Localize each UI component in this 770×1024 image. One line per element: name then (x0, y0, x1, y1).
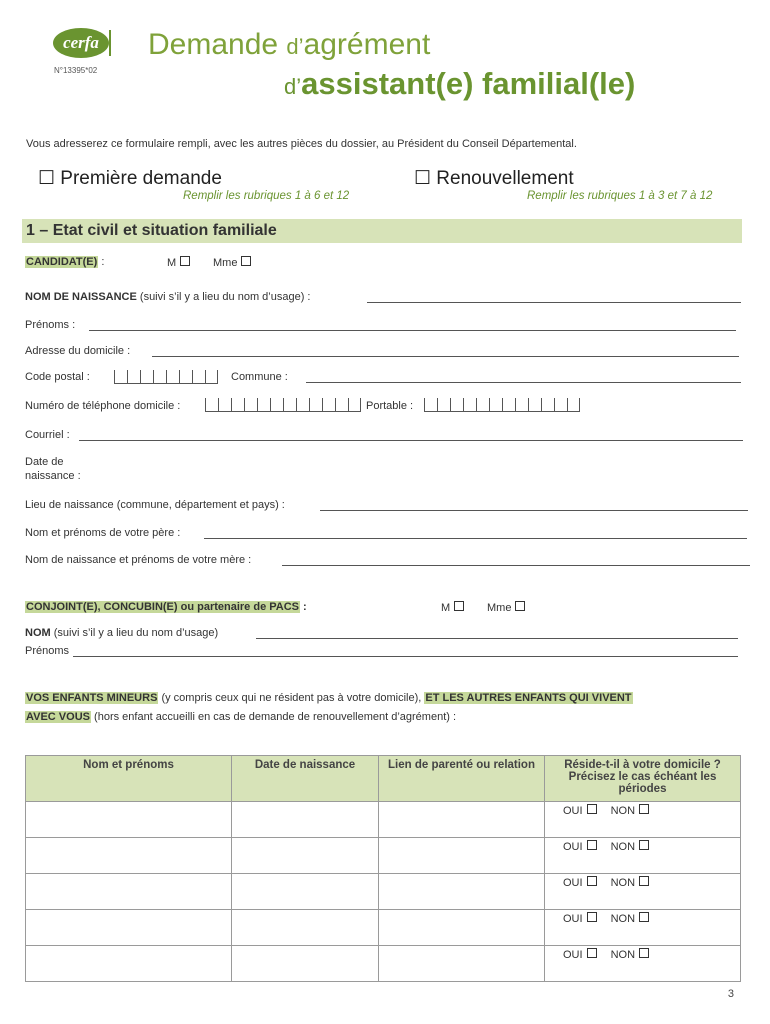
col-nom-prenoms: Nom et prénoms (26, 756, 232, 802)
cerfa-logo (52, 26, 114, 60)
non-checkbox[interactable]: NON (611, 913, 649, 925)
oui-checkbox[interactable]: OUI (563, 913, 597, 925)
adresse-label: Adresse du domicile : (25, 345, 131, 357)
conjoint-mme-checkbox[interactable]: Mme (487, 601, 525, 614)
mere-label: Nom de naissance et prénoms de votre mère : (25, 554, 252, 566)
reside-cell (545, 910, 741, 946)
conjoint-m-checkbox[interactable]: M (441, 601, 464, 614)
non-checkbox[interactable]: NON (611, 877, 649, 889)
oui-checkbox[interactable]: OUI (563, 877, 597, 889)
commune-label: Commune : (231, 371, 288, 383)
tel-domicile-field[interactable] (205, 398, 361, 412)
nom-naissance-label: NOM DE NAISSANCE (suivi s’il y a lieu du nom d’usage) : (25, 291, 311, 303)
reside-cell (545, 946, 741, 982)
enfants-text-1: VOS ENFANTS MINEURS (y compris ceux qui ne résident pas à votre domicile), ET LES AUTRES ENFANTS QUI VIVENT (26, 692, 632, 704)
table-cell-input[interactable] (232, 946, 379, 982)
oui-checkbox[interactable]: OUI (563, 949, 597, 961)
candidat-label: CANDIDAT(E) : (26, 256, 105, 268)
candidat-m-checkbox[interactable]: M (167, 256, 190, 269)
page-title-line2: d’assistant(e) familial(le) (284, 66, 636, 101)
table-cell-input[interactable] (26, 946, 232, 982)
col-date-naissance: Date de naissance (232, 756, 379, 802)
code-postal-field[interactable] (114, 370, 218, 384)
conjoint-prenoms-label: Prénoms (25, 645, 70, 657)
candidat-mme-checkbox[interactable]: Mme (213, 256, 251, 269)
section-title: 1 – Etat civil et situation familiale (26, 222, 277, 239)
renouvellement-checkbox[interactable]: ☐ Renouvellement (414, 168, 574, 189)
premiere-demande-hint: Remplir les rubriques 1 à 6 et 12 (183, 190, 350, 202)
form-number: N°13395*02 (54, 66, 98, 75)
col-lien-parente: Lien de parenté ou relation (379, 756, 545, 802)
table-row (26, 802, 741, 838)
conjoint-prenoms-field[interactable] (73, 646, 738, 657)
conjoint-nom-label: NOM (suivi s’il y a lieu du nom d’usage) (25, 627, 219, 639)
page-number: 3 (727, 988, 734, 1000)
courriel-field[interactable] (79, 430, 743, 441)
table-row (26, 946, 741, 982)
tel-domicile-label: Numéro de téléphone domicile : (25, 400, 181, 412)
logo-text: cerfa (63, 33, 99, 52)
table-cell-input[interactable] (26, 910, 232, 946)
mere-field[interactable] (282, 555, 750, 566)
date-naissance-label-2: naissance : (25, 470, 81, 482)
prenoms-field[interactable] (89, 320, 736, 331)
table-cell-input[interactable] (379, 946, 545, 982)
page-title-line1: Demande d’agrément (148, 28, 431, 61)
pere-label: Nom et prénoms de votre père : (25, 527, 181, 539)
enfants-text-2: AVEC VOUS (hors enfant accueilli en cas de demande de renouvellement d’agrément) : (26, 711, 457, 723)
enfants-table (25, 755, 741, 982)
portable-field[interactable] (424, 398, 580, 412)
code-postal-label: Code postal : (25, 371, 90, 383)
non-checkbox[interactable]: NON (611, 949, 649, 961)
intro-text: Vous adresserez ce formulaire rempli, avec les autres pièces du dossier, au Président du Conseil Départemental. (26, 138, 577, 150)
courriel-label: Courriel : (25, 429, 70, 441)
table-row (26, 910, 741, 946)
table-cell-input[interactable] (232, 802, 379, 838)
nom-naissance-field[interactable] (367, 292, 741, 303)
table-cell-input[interactable] (26, 838, 232, 874)
table-cell-input[interactable] (379, 874, 545, 910)
pere-field[interactable] (204, 528, 747, 539)
renouvellement-hint: Remplir les rubriques 1 à 3 et 7 à 12 (527, 190, 713, 202)
table-cell-input[interactable] (379, 838, 545, 874)
portable-label: Portable : (366, 400, 414, 412)
date-naissance-label-1: Date de (25, 456, 64, 468)
table-cell-input[interactable] (232, 910, 379, 946)
oui-checkbox[interactable]: OUI (563, 805, 597, 817)
lieu-naissance-field[interactable] (320, 500, 748, 511)
col-reside: Réside-t-il à votre domicile ? Précisez le cas échéant les périodes (545, 756, 741, 802)
prenoms-label: Prénoms : (25, 319, 76, 331)
premiere-demande-checkbox[interactable]: ☐ Première demande (38, 168, 222, 189)
commune-field[interactable] (306, 372, 741, 383)
table-cell-input[interactable] (232, 874, 379, 910)
table-row (26, 838, 741, 874)
reside-cell (545, 874, 741, 910)
conjoint-label: CONJOINT(E), CONCUBIN(E) ou partenaire de PACS : (26, 601, 307, 613)
table-cell-input[interactable] (232, 838, 379, 874)
reside-cell (545, 802, 741, 838)
table-cell-input[interactable] (379, 910, 545, 946)
reside-cell (545, 838, 741, 874)
adresse-field[interactable] (152, 346, 739, 357)
non-checkbox[interactable]: NON (611, 805, 649, 817)
lieu-naissance-label: Lieu de naissance (commune, département et pays) : (25, 499, 285, 511)
table-cell-input[interactable] (379, 802, 545, 838)
oui-checkbox[interactable]: OUI (563, 841, 597, 853)
non-checkbox[interactable]: NON (611, 841, 649, 853)
conjoint-nom-field[interactable] (256, 628, 738, 639)
table-row (26, 874, 741, 910)
table-cell-input[interactable] (26, 802, 232, 838)
table-cell-input[interactable] (26, 874, 232, 910)
